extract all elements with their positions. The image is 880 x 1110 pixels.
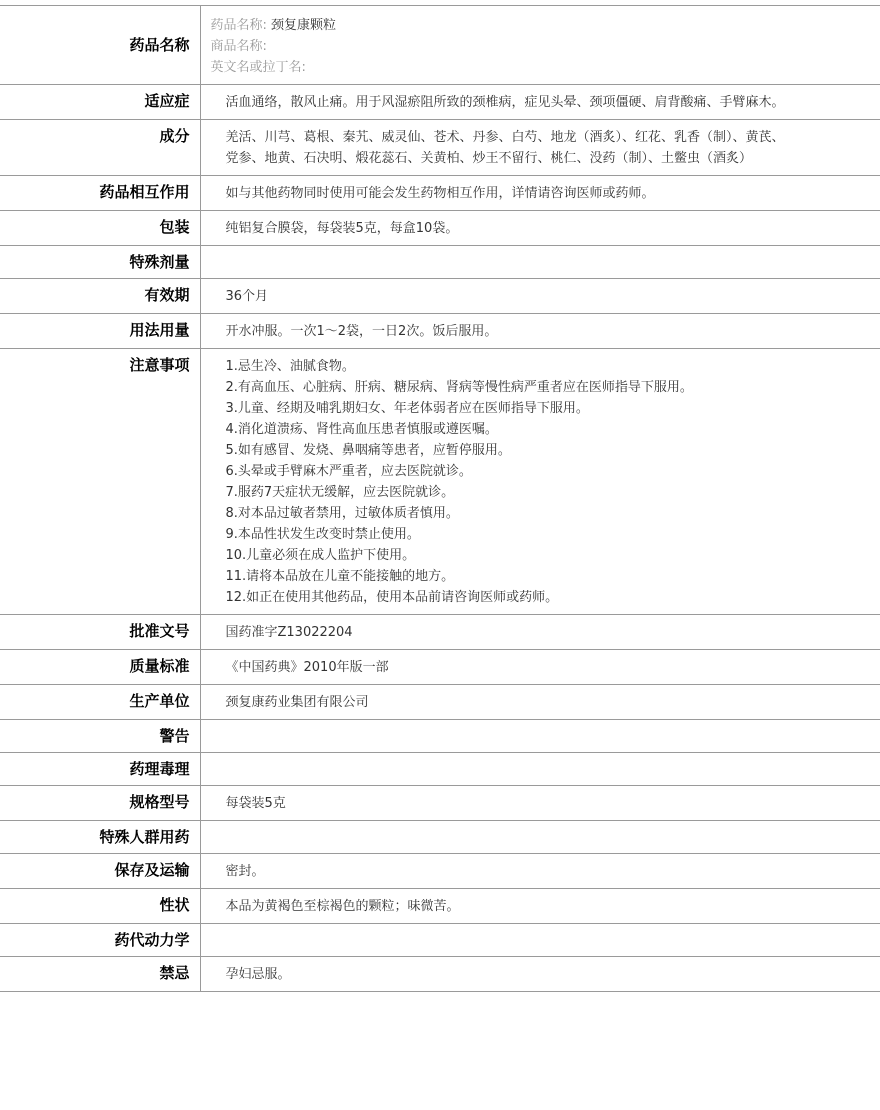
value-ingredients: 羌活、川芎、葛根、秦艽、威灵仙、苍术、丹参、白芍、地龙（酒炙）、红花、乳香（制）、黄芪、党参、地黄、石决明、煅花蕊石、关黄柏、炒王不留行、桃仁、没药（制）、土鳖虫（酒炙） xyxy=(200,120,880,176)
label-warning: 警告 xyxy=(0,720,200,753)
english-name-line xyxy=(211,57,871,78)
row-special-dose xyxy=(0,246,880,279)
trade-name-key: 商品名称: xyxy=(210,39,267,54)
value-spec: 每袋装5克 xyxy=(200,786,880,821)
label-expiry: 有效期 xyxy=(0,279,200,314)
value-interaction: 如与其他药物同时使用可能会发生药物相互作用，详情请咨询医师或药师。 xyxy=(200,176,880,211)
label-notes: 注意事项 xyxy=(0,349,200,615)
row-pharmacokinetics xyxy=(0,924,880,957)
value-approval: 国药准字Z13022204 xyxy=(200,615,880,650)
value-special-dose xyxy=(200,246,880,279)
value-pharmacokinetics xyxy=(200,924,880,957)
row-contraindication xyxy=(0,957,880,992)
notes-item: 2.有高血压、心脏病、肝病、糖尿病、肾病等慢性病严重者应在医师指导下服用。 xyxy=(225,380,693,395)
row-usage xyxy=(0,314,880,349)
row-character xyxy=(0,889,880,924)
row-expiry xyxy=(0,279,880,314)
generic-name-value: 颈复康颗粒 xyxy=(271,18,337,33)
label-character: 性状 xyxy=(0,889,200,924)
notes-item: 9.本品性状发生改变时禁止使用。 xyxy=(225,527,420,542)
label-special-population: 特殊人群用药 xyxy=(0,821,200,854)
row-spec xyxy=(0,786,880,821)
value-indication: 活血通络，散风止痛。用于风湿瘀阻所致的颈椎病，症见头晕、颈项僵硬、肩背酸痛、手臂麻木。 xyxy=(200,85,880,120)
label-spec: 规格型号 xyxy=(0,786,200,821)
row-ingredients xyxy=(0,120,880,176)
label-approval: 批准文号 xyxy=(0,615,200,650)
label-pharmacokinetics: 药代动力学 xyxy=(0,924,200,957)
generic-name-key: 药品名称: xyxy=(210,18,267,33)
label-package: 包装 xyxy=(0,211,200,246)
notes-item: 7.服药7天症状无缓解，应去医院就诊。 xyxy=(225,485,455,500)
label-storage: 保存及运输 xyxy=(0,854,200,889)
drug-names-cell xyxy=(200,6,880,85)
notes-item: 6.头晕或手臂麻木严重者，应去医院就诊。 xyxy=(225,464,472,479)
value-notes xyxy=(200,349,880,615)
row-indication xyxy=(0,85,880,120)
label-pharmacology: 药理毒理 xyxy=(0,753,200,786)
row-pharmacology xyxy=(0,753,880,786)
notes-item: 1.忌生冷、油腻食物。 xyxy=(225,359,355,374)
english-name-key: 英文名或拉丁名: xyxy=(210,60,306,75)
row-warning xyxy=(0,720,880,753)
value-warning xyxy=(200,720,880,753)
label-interaction: 药品相互作用 xyxy=(0,176,200,211)
notes-item: 5.如有感冒、发烧、鼻咽痛等患者，应暂停服用。 xyxy=(225,443,511,458)
value-character: 本品为黄褐色至棕褐色的颗粒；味微苦。 xyxy=(200,889,880,924)
row-special-population xyxy=(0,821,880,854)
row-manufacturer xyxy=(0,685,880,720)
row-storage xyxy=(0,854,880,889)
row-standard xyxy=(0,650,880,685)
value-standard: 《中国药典》2010年版一部 xyxy=(200,650,880,685)
label-drug-name: 药品名称 xyxy=(0,6,200,85)
label-manufacturer: 生产单位 xyxy=(0,685,200,720)
row-package xyxy=(0,211,880,246)
notes-item: 10.儿童必须在成人监护下使用。 xyxy=(225,548,416,563)
trade-name-line xyxy=(211,36,871,57)
label-standard: 质量标准 xyxy=(0,650,200,685)
label-contraindication: 禁忌 xyxy=(0,957,200,992)
notes-item: 3.儿童、经期及哺乳期妇女、年老体弱者应在医师指导下服用。 xyxy=(225,401,589,416)
row-notes xyxy=(0,349,880,615)
notes-item: 8.对本品过敏者禁用，过敏体质者慎用。 xyxy=(225,506,459,521)
label-usage: 用法用量 xyxy=(0,314,200,349)
label-special-dose: 特殊剂量 xyxy=(0,246,200,279)
drug-info-table xyxy=(0,5,880,992)
row-interaction xyxy=(0,176,880,211)
value-package: 纯铝复合膜袋，每袋装5克，每盒10袋。 xyxy=(200,211,880,246)
value-special-population xyxy=(200,821,880,854)
generic-name-line xyxy=(211,15,871,36)
label-indication: 适应症 xyxy=(0,85,200,120)
row-approval xyxy=(0,615,880,650)
label-ingredients: 成分 xyxy=(0,120,200,176)
value-pharmacology xyxy=(200,753,880,786)
value-expiry: 36个月 xyxy=(200,279,880,314)
value-usage: 开水冲服。一次1～2袋，一日2次。饭后服用。 xyxy=(200,314,880,349)
notes-item: 11.请将本品放在儿童不能接触的地方。 xyxy=(225,569,455,584)
notes-item: 4.消化道溃疡、肾性高血压患者慎服或遵医嘱。 xyxy=(225,422,498,437)
row-drug-name xyxy=(0,6,880,85)
notes-item: 12.如正在使用其他药品，使用本品前请咨询医师或药师。 xyxy=(225,590,559,605)
value-storage: 密封。 xyxy=(200,854,880,889)
value-contraindication: 孕妇忌服。 xyxy=(200,957,880,992)
value-manufacturer: 颈复康药业集团有限公司 xyxy=(200,685,880,720)
